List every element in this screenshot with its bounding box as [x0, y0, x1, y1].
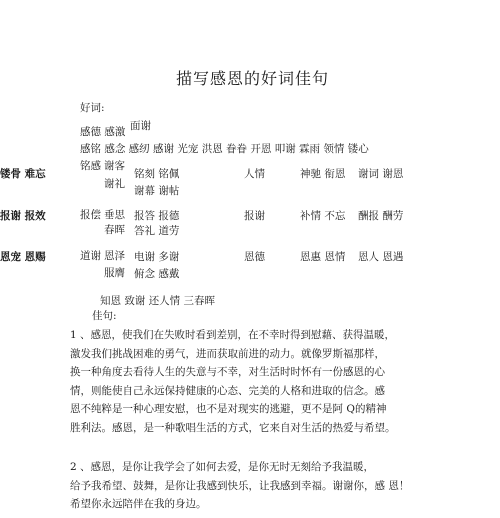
word-row-5-b2: 服膺: [104, 267, 125, 279]
words-heading: 好词:: [80, 102, 105, 114]
word-row-4-c: 报答 报德: [134, 210, 180, 222]
word-row-2: 感铭 感念 感纫 感谢 光宠 洪恩 眷眷 开恩 叩谢 霖雨 领情 镂心: [80, 143, 369, 155]
word-row-4-a: 报偿: [80, 209, 101, 221]
word-row-5-left: 恩宠 恩赐: [0, 251, 46, 263]
word-row-5-d: 恩德: [244, 251, 265, 263]
word-row-1: 感德 感激: [80, 126, 126, 138]
word-row-3-f: 谢词 谢恩: [358, 168, 404, 180]
word-row-4-left: 报谢 报效: [0, 210, 46, 222]
word-row-1b: 面谢: [130, 120, 151, 132]
word-row-3-left: 镂骨 难忘: [0, 168, 46, 180]
word-row-3-d: 人情: [244, 168, 265, 180]
word-row-5-c2: 俯念 感戴: [134, 268, 180, 280]
word-row-6: 知恩 致谢 还人情 三春晖: [100, 295, 216, 307]
sentence-paragraph-2: 2 、感恩，是你让我学会了如何去爱，是你无时无刻给予我温暖， 给予我希望、鼓舞，是你让我感到快乐，让我感到幸福。谢谢你，感 恩！ 希望你永远陪伴在我的身边。: [70, 461, 410, 510]
word-row-4-e: 补情 不忘: [300, 210, 346, 222]
word-row-3-b2: 谢礼: [104, 178, 125, 190]
word-row-4-b: 垂思: [104, 209, 125, 221]
word-row-4-c2: 答礼 道劳: [134, 225, 180, 237]
word-row-5-f: 恩人 恩遇: [358, 251, 404, 263]
word-row-3-c: 铭刻 铭佩: [134, 168, 180, 180]
word-row-3-c2: 谢幕 谢帖: [134, 185, 180, 197]
word-row-4-f: 酬报 酬劳: [358, 210, 404, 222]
word-row-5-e: 恩惠 恩情: [300, 251, 346, 263]
word-row-3-e: 神驰 衔恩: [300, 168, 346, 180]
word-row-5-c: 电谢 多谢: [134, 251, 180, 263]
word-row-4-d: 报谢: [244, 210, 265, 222]
word-row-4-b2: 春晖: [104, 224, 125, 236]
word-row-5-a: 道谢: [80, 250, 101, 262]
page-title: 描写感恩的好词佳句: [176, 69, 330, 88]
sentence-paragraph-1: 1 、感恩，使我们在失败时看到差别，在不幸时得到慰藉、获得温暖， 激发我们挑战困难的勇气，进而获取前进的动力。就像罗斯福那样， 换一种角度去看待人生的失意与不幸，对生活时时怀有一份感恩的心 情，则能使自己永远保持健康的心态、完美的人格和进取的信念。感 恩不纯粹是一种心理安慰，也不是对现实的逃避，更不是阿 Q的精神 胜利法。感恩，是一种歌唱生活的方式，它来自对生活的热爱与希望。: [70, 329, 396, 434]
sentences-heading: 佳句:: [92, 310, 117, 322]
word-row-3-b: 谢客: [104, 160, 125, 172]
word-row-3-a: 铭感: [80, 160, 101, 172]
word-row-5-b: 恩泽: [104, 250, 125, 262]
